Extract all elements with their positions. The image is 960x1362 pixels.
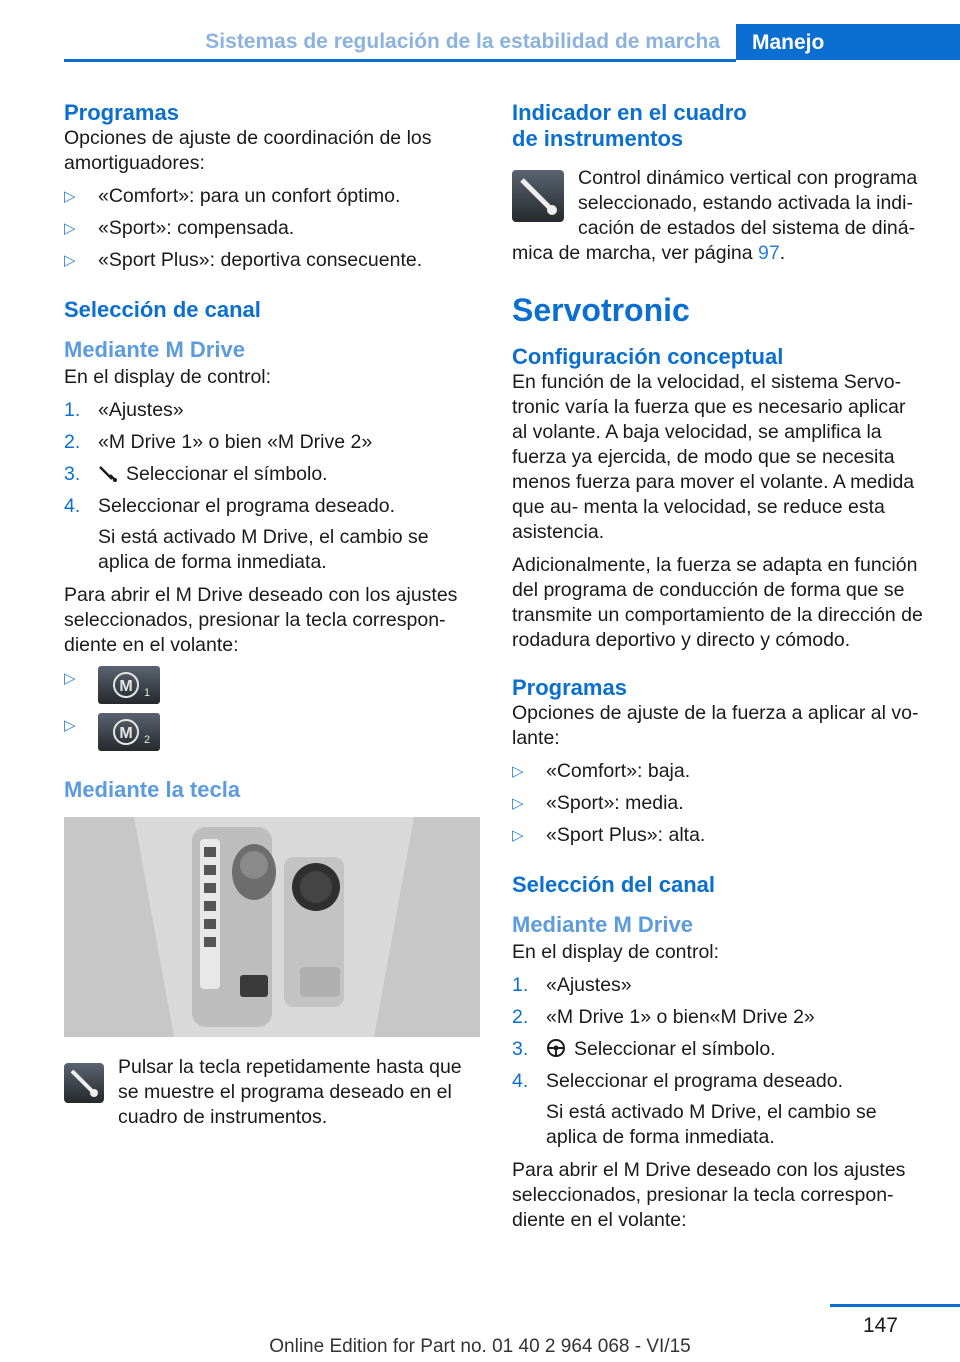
key-heading: Mediante la tecla — [64, 777, 241, 802]
step-item: 3. Seleccionar el símbolo. — [64, 463, 328, 485]
open-mdrive-text: Para abrir el M Drive deseado con los ajustes seleccionados, presionar la tecla correspon- diente en el volante: — [512, 1159, 906, 1231]
programs-intro: Opciones de ajuste de la fuerza a aplicar al vo- lante: — [512, 702, 919, 749]
list-item — [64, 713, 462, 753]
mdrive-intro: En el display de control: — [512, 941, 720, 963]
key-note: Pulsar la tecla repetidamente hasta que se muestre el programa deseado en el cuadro de instrumentos. — [118, 1056, 462, 1128]
step-item: 1. «Ajustes» — [64, 399, 184, 421]
list-item: ▷ «Sport»: media. — [512, 792, 684, 814]
list-item — [64, 666, 462, 706]
triangle-right-icon: ▷ — [64, 188, 76, 205]
step-item: 4. Seleccionar el programa deseado. Si está activado M Drive, el cambio se aplica de forma inmediata. — [512, 1070, 877, 1148]
step-item: 4. Seleccionar el programa deseado. Si está activado M Drive, el cambio se aplica de forma inmediata. — [64, 495, 429, 573]
programs-heading: Programas — [64, 100, 179, 125]
steps-list — [512, 973, 926, 1150]
running-header-title: Sistemas de regulación de la estabilidad de marcha — [205, 30, 720, 53]
shock-absorber-indicator-icon — [512, 170, 564, 222]
list-item: ▷ «Comfort»: baja. — [512, 760, 691, 782]
programs-list — [64, 184, 462, 273]
step-item: 2. «M Drive 1» o bien«M Drive 2» — [512, 1006, 815, 1028]
concept-heading: Configuración conceptual — [512, 344, 784, 369]
indicator-text: Control dinámico vertical con programa seleccionado, estando activada la indi- cación de estados del sistema de diná- mica de marcha, ver página 97. — [512, 167, 918, 264]
shock-absorber-icon — [64, 1063, 104, 1103]
edition-footer: Online Edition for Part no. 01 40 2 964 068 - VI/15 — [269, 1336, 691, 1357]
svg-text:M: M — [119, 725, 133, 742]
list-item: ▷ «Sport»: compensada. — [64, 217, 295, 239]
svg-text:M: M — [119, 678, 133, 695]
open-mdrive-text: Para abrir el M Drive deseado con los ajustes seleccionados, presionar la tecla correspon- diente en el volante: — [64, 584, 458, 656]
header-rule — [64, 59, 736, 62]
list-item: ▷ «Sport Plus»: deportiva consecuente. — [64, 249, 423, 271]
m2-button-icon — [98, 713, 160, 751]
step-item: 1. «Ajustes» — [512, 974, 632, 996]
triangle-right-icon: ▷ — [512, 795, 524, 812]
mdrive-heading: Mediante M Drive — [64, 337, 245, 362]
triangle-right-icon: ▷ — [64, 252, 76, 269]
chapter-tab: Manejo — [736, 24, 960, 60]
list-item: ▷ «Sport Plus»: alta. — [512, 824, 706, 846]
footer-rule — [830, 1304, 960, 1307]
triangle-right-icon: ▷ — [64, 717, 76, 734]
concept-paragraph-1: En función de la velocidad, el sistema Servo- tronic varía la fuerza que es necesario aplicar al volante. A baja velocidad, se amplifica la fuerza ya ejercida, de modo que se necesita menos fuerza para mover el volante. A medida que au- menta la velocidad, se reduce esta asistencia. — [512, 371, 915, 543]
step-item: 3. Seleccionar el símbolo. — [512, 1038, 776, 1060]
svg-text:2: 2 — [144, 734, 151, 746]
svg-text:1: 1 — [144, 687, 151, 699]
center-console-photo — [64, 817, 480, 1037]
step-item: 2. «M Drive 1» o bien «M Drive 2» — [64, 431, 373, 453]
programs-list — [512, 759, 926, 848]
mdrive-buttons-list — [64, 666, 462, 753]
page-number: 147 — [862, 1314, 898, 1337]
programs-intro: Opciones de ajuste de coordinación de los amortiguadores: — [64, 127, 432, 174]
right-column — [512, 100, 926, 1241]
triangle-right-icon: ▷ — [512, 763, 524, 780]
m1-button-icon — [98, 666, 160, 704]
indicator-heading: Indicador en el cuadro de instrumentos — [512, 100, 747, 151]
programs-heading: Programas — [512, 675, 627, 700]
mdrive-intro: En el display de control: — [64, 366, 272, 388]
concept-paragraph-2: Adicionalmente, la fuerza se adapta en función del programa de conducción de forma que se transmite un comportamiento de la dirección de rodadura deportivo y directo y cómodo. — [512, 554, 923, 651]
channel-heading: Selección de canal — [64, 297, 261, 322]
steering-wheel-icon — [546, 1038, 566, 1058]
triangle-right-icon: ▷ — [64, 220, 76, 237]
shock-absorber-icon — [98, 465, 118, 483]
left-column — [64, 100, 462, 1138]
page-link[interactable]: 97 — [758, 242, 780, 264]
servotronic-heading: Servotronic — [512, 292, 690, 328]
steps-list — [64, 398, 462, 575]
triangle-right-icon: ▷ — [64, 670, 76, 687]
mdrive-heading: Mediante M Drive — [512, 912, 693, 937]
triangle-right-icon: ▷ — [512, 827, 524, 844]
channel-heading: Selección del canal — [512, 872, 715, 897]
list-item: ▷ «Comfort»: para un confort óptimo. — [64, 185, 401, 207]
